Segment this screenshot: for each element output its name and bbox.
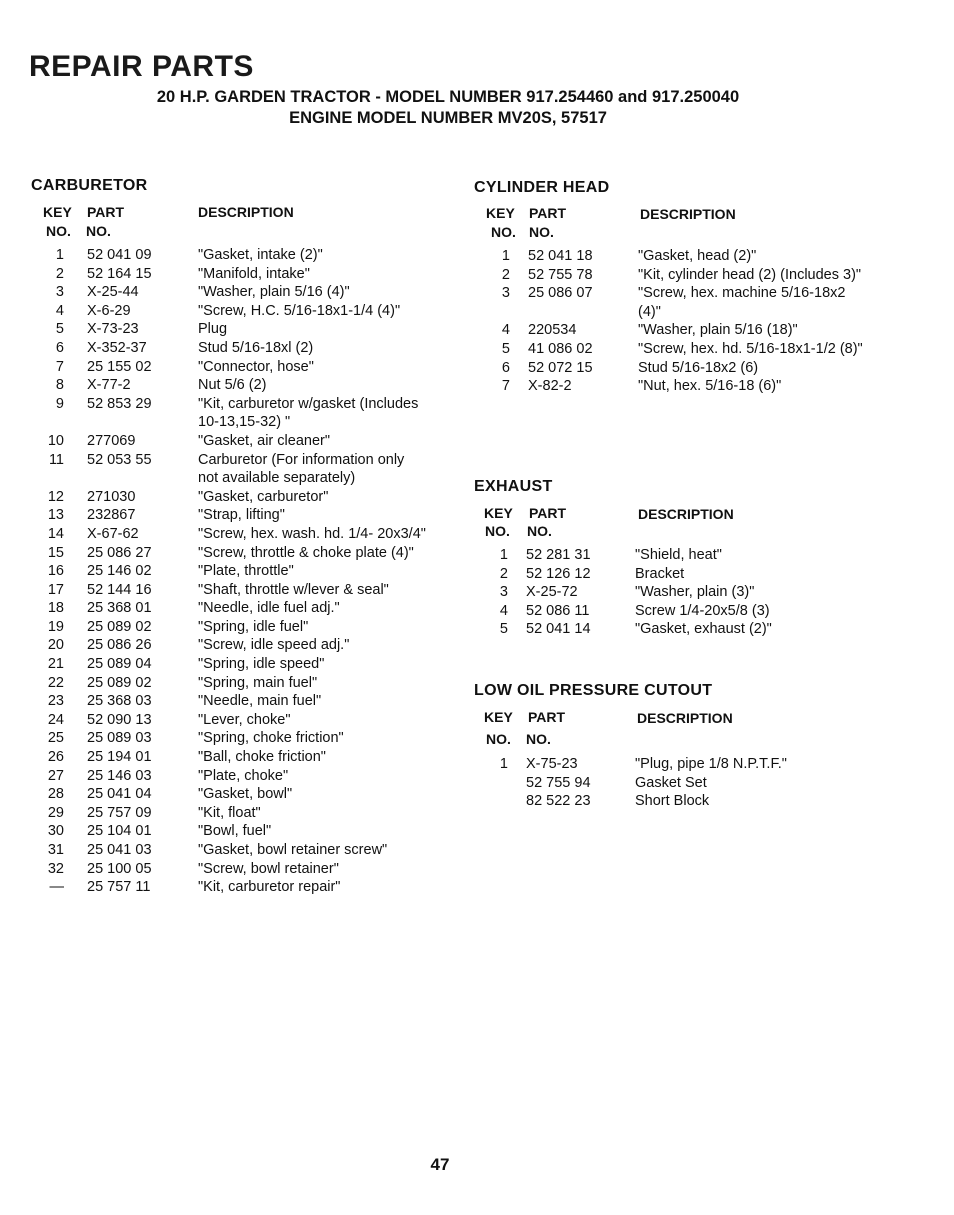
part-row (32, 246, 428, 265)
part-number: X-352-37 (87, 339, 147, 356)
part-description: Stud 5/16-18xl (2) (198, 339, 314, 356)
part-row (32, 525, 428, 544)
key-number: 20 (47, 637, 64, 654)
engine-subtitle: ENGINE MODEL NUMBER MV20S, 57517 (289, 109, 607, 127)
part-description: Short Block (635, 793, 710, 810)
key-number: — (49, 879, 64, 896)
description-header: DESCRIPTION (198, 204, 294, 220)
part-number: 25 089 02 (87, 618, 152, 635)
part-description: "Screw, H.C. 5/16-18x1-1/4 (4)" (198, 302, 401, 319)
part-number: 25 757 11 (87, 879, 151, 896)
part-number: 52 041 18 (528, 248, 593, 264)
part-number: 25 100 05 (87, 860, 152, 877)
part-number: 52 164 15 (87, 265, 152, 282)
part-description: "Plate, choke" (198, 767, 289, 784)
key-number: 19 (47, 618, 64, 635)
key-no-header: NO. (486, 731, 511, 747)
key-number: 32 (47, 860, 64, 877)
part-row (32, 581, 428, 600)
key-number: 17 (47, 581, 64, 598)
part-number: 52 090 13 (87, 711, 152, 728)
part-row (484, 377, 870, 396)
key-number: 15 (47, 544, 64, 561)
part-row (484, 620, 867, 639)
part-description: "Screw, hex. machine 5/16-18x2 (4)" (638, 285, 846, 320)
part-row (484, 321, 870, 340)
part-description: "Spring, idle fuel" (198, 618, 309, 635)
key-number: 29 (47, 804, 64, 821)
part-row (484, 247, 870, 266)
part-number: 41 086 02 (528, 340, 593, 357)
part-number: 52 281 31 (526, 547, 591, 563)
page-number: 47 (430, 1155, 450, 1174)
part-number: 25 146 03 (87, 767, 152, 784)
part-row (32, 674, 428, 693)
part-description: "Screw, idle speed adj." (198, 637, 350, 654)
part-description: "Ball, choke friction" (198, 749, 326, 766)
part-number: 52 041 09 (87, 247, 152, 263)
part-description: Stud 5/16-18x2 (6) (638, 359, 759, 376)
part-description: "Kit, carburetor repair" (198, 879, 341, 896)
cylinder-head-section-title: CYLINDER HEAD (474, 179, 610, 196)
part-row (32, 506, 428, 525)
part-row (32, 395, 428, 432)
part-description: Nut 5/6 (2) (198, 377, 267, 394)
part-number: 52 144 16 (87, 581, 152, 598)
part-number: 271030 (87, 488, 136, 505)
part-no-header: NO. (529, 224, 554, 240)
part-row (32, 618, 428, 637)
part-description: "Strap, lifting" (198, 507, 285, 524)
part-number: X-77-2 (87, 377, 131, 394)
part-description: "Lever, choke" (198, 711, 291, 728)
key-number: 16 (47, 563, 64, 580)
part-description: Carburetor (For information only not available separately) (198, 451, 405, 487)
part-description: "Screw, hex. wash. hd. 1/4- 20x3/4" (198, 525, 426, 542)
part-description: "Washer, plain 5/16 (4)" (198, 284, 350, 301)
part-description: Bracket (635, 565, 685, 582)
part-row (32, 562, 428, 581)
key-no-header: NO. (485, 523, 510, 539)
part-number: 25 089 03 (87, 730, 152, 747)
part-row (484, 284, 870, 321)
part-description: "Spring, main fuel" (198, 674, 318, 691)
part-row (32, 488, 428, 507)
key-number: 1 (501, 248, 510, 264)
key-number: 3 (55, 284, 64, 301)
part-row (32, 302, 428, 321)
part-number: X-73-23 (87, 321, 139, 338)
key-no-header: NO. (46, 223, 71, 239)
key-number: 30 (47, 823, 64, 840)
description-header: DESCRIPTION (637, 710, 733, 726)
part-row (32, 767, 428, 786)
key-header: KEY (484, 709, 513, 725)
part-number: 52 086 11 (526, 602, 590, 619)
part-number: 52 126 12 (526, 565, 591, 582)
key-number: 23 (47, 693, 64, 710)
part-row (484, 792, 867, 811)
key-number: 7 (501, 378, 510, 395)
part-number: X-75-23 (526, 756, 578, 772)
part-description: "Washer, plain 5/16 (18)" (638, 322, 798, 339)
part-row (484, 546, 867, 565)
part-row (484, 359, 870, 378)
part-row (484, 583, 867, 602)
part-number: X-82-2 (528, 378, 572, 395)
key-no-header: NO. (491, 224, 516, 240)
part-description: "Gasket, exhaust (2)" (635, 621, 772, 638)
part-row (32, 283, 428, 302)
part-number: 25 086 27 (87, 544, 152, 561)
key-number: 3 (501, 285, 510, 302)
exhaust-section-title: EXHAUST (474, 478, 553, 495)
part-number: 52 041 14 (526, 621, 591, 638)
part-number: 52 853 29 (87, 395, 152, 412)
part-description: "Manifold, intake" (198, 265, 310, 282)
part-no-header: NO. (526, 731, 551, 747)
key-number: 14 (47, 525, 64, 542)
part-number: 25 086 07 (528, 285, 593, 302)
key-number: 5 (55, 321, 64, 338)
part-description: "Screw, throttle & choke plate (4)" (198, 544, 414, 561)
part-description: "Gasket, bowl retainer screw" (198, 842, 388, 858)
part-description: "Shaft, throttle w/lever & seal" (198, 581, 389, 598)
exhaust-parts-table (484, 546, 867, 639)
part-number: X-67-62 (87, 525, 139, 542)
key-number: 24 (47, 711, 64, 728)
key-number: 5 (501, 340, 510, 357)
part-header: PART (528, 709, 566, 725)
part-description: "Gasket, bowl" (198, 786, 293, 803)
part-row (484, 602, 867, 621)
key-number: 5 (499, 621, 508, 638)
part-number: 52 755 78 (528, 266, 593, 283)
key-number: 1 (499, 547, 508, 563)
part-description: "Gasket, carburetor" (198, 488, 329, 505)
part-row (32, 265, 428, 284)
key-number: 22 (47, 674, 64, 691)
key-number: 21 (47, 656, 64, 673)
part-no-header: NO. (527, 523, 552, 539)
low-oil-pressure-cutout-parts-table (484, 755, 867, 811)
key-number: 27 (47, 767, 64, 784)
part-row (32, 729, 428, 748)
part-description: "Screw, bowl retainer" (198, 860, 339, 877)
part-row (32, 878, 428, 897)
part-row (32, 320, 428, 339)
cylinder-head-parts-table (484, 247, 870, 396)
description-header: DESCRIPTION (640, 206, 736, 222)
part-row (32, 451, 428, 488)
description-header: DESCRIPTION (638, 506, 734, 522)
part-row (32, 822, 428, 841)
part-number: 52 755 94 (526, 774, 591, 791)
part-number: 220534 (528, 322, 577, 339)
part-number: 25 757 09 (87, 804, 152, 821)
key-number: 25 (47, 730, 64, 747)
part-no-header: NO. (86, 223, 111, 239)
low-oil-pressure-cutout-section-title: LOW OIL PRESSURE CUTOUT (474, 682, 713, 699)
part-number: 25 368 03 (87, 693, 152, 710)
key-number: 1 (55, 247, 64, 263)
key-number: 9 (55, 395, 64, 412)
part-row (484, 266, 870, 285)
key-number: 6 (55, 339, 64, 356)
key-number: 13 (47, 507, 64, 524)
part-number: X-25-72 (526, 584, 578, 601)
part-row (484, 755, 867, 774)
key-number: 7 (55, 358, 64, 375)
part-number: 52 072 15 (528, 359, 593, 376)
part-description: "Kit, cylinder head (2) (Includes 3)" (638, 266, 862, 283)
key-number: 2 (501, 266, 510, 283)
part-description: "Spring, idle speed" (198, 656, 325, 673)
part-number: 25 155 02 (87, 358, 152, 375)
part-number: 25 089 04 (87, 656, 152, 673)
part-row (32, 599, 428, 618)
part-description: "Plate, throttle" (198, 563, 294, 580)
part-description: "Connector, hose" (198, 358, 314, 375)
part-number: 232867 (87, 507, 136, 524)
part-row (32, 358, 428, 377)
part-row (32, 804, 428, 823)
part-description: "Kit, float" (198, 804, 261, 821)
key-number: 1 (499, 756, 508, 772)
key-number: 3 (499, 584, 508, 601)
part-row (32, 785, 428, 804)
part-row (32, 544, 428, 563)
part-row (32, 711, 428, 730)
part-description: "Screw, hex. hd. 5/16-18x1-1/2 (8)" (638, 340, 863, 357)
part-description: "Washer, plain (3)" (635, 584, 755, 601)
part-description: "Needle, main fuel" (198, 693, 322, 710)
part-number: 277069 (87, 432, 136, 449)
key-number: 18 (47, 600, 64, 617)
key-number: 11 (48, 451, 64, 468)
part-number: 52 053 55 (87, 451, 152, 468)
carburetor-parts-table (32, 246, 428, 897)
page-title: REPAIR PARTS (29, 50, 254, 83)
key-number: 10 (47, 432, 64, 449)
part-number: 25 104 01 (87, 823, 152, 840)
part-number: 25 194 01 (87, 749, 152, 766)
part-description: "Gasket, intake (2)" (198, 247, 323, 263)
key-header: KEY (484, 505, 513, 521)
part-description: Screw 1/4-20x5/8 (3) (635, 602, 770, 619)
key-number: 4 (501, 322, 510, 339)
part-row (484, 340, 870, 359)
key-number: 2 (55, 265, 64, 282)
key-number: 31 (47, 842, 64, 858)
part-row (32, 860, 428, 879)
part-number: 25 041 03 (87, 842, 152, 858)
part-row (32, 655, 428, 674)
part-description: "Gasket, air cleaner" (198, 432, 330, 449)
model-subtitle: 20 H.P. GARDEN TRACTOR - MODEL NUMBER 917.254460 and 917.250040 (156, 88, 740, 106)
part-description: "Bowl, fuel" (198, 823, 272, 840)
key-header: KEY (486, 205, 515, 221)
part-number: 25 368 01 (87, 600, 152, 617)
part-number: 25 041 04 (87, 786, 152, 803)
part-row (32, 339, 428, 358)
part-row (484, 565, 867, 584)
part-description: "Gasket, head (2)" (638, 248, 757, 264)
carburetor-section-title: CARBURETOR (31, 177, 148, 194)
part-description: Gasket Set (635, 774, 707, 791)
part-row (32, 748, 428, 767)
part-header: PART (529, 505, 567, 521)
key-number: 4 (499, 602, 508, 619)
part-number: X-25-44 (87, 284, 139, 301)
part-number: 25 089 02 (87, 674, 152, 691)
key-number: 6 (501, 359, 510, 376)
part-description: "Nut, hex. 5/16-18 (6)" (638, 378, 782, 395)
part-header: PART (87, 204, 125, 220)
part-row (32, 376, 428, 395)
part-number: 25 146 02 (87, 563, 152, 580)
key-number: 4 (55, 302, 64, 319)
part-description: "Needle, idle fuel adj." (198, 600, 340, 617)
part-row (32, 841, 428, 860)
part-row (32, 692, 428, 711)
part-row (484, 774, 867, 793)
key-number: 2 (499, 565, 508, 582)
part-number: 82 522 23 (526, 793, 591, 810)
part-description: "Shield, heat" (635, 547, 722, 563)
part-header: PART (529, 205, 567, 221)
part-row (32, 636, 428, 655)
key-number: 8 (55, 377, 64, 394)
key-number: 28 (47, 786, 64, 803)
part-row (32, 432, 428, 451)
part-description: "Plug, pipe 1/8 N.P.T.F." (635, 756, 787, 772)
key-number: 12 (47, 488, 64, 505)
key-header: KEY (43, 204, 72, 220)
key-number: 26 (47, 749, 64, 766)
part-number: X-6-29 (87, 302, 131, 319)
part-number: 25 086 26 (87, 637, 152, 654)
part-description: Plug (198, 321, 228, 338)
part-description: "Kit, carburetor w/gasket (Includes 10-13,15-32) " (198, 395, 419, 431)
part-description: "Spring, choke friction" (198, 730, 344, 747)
